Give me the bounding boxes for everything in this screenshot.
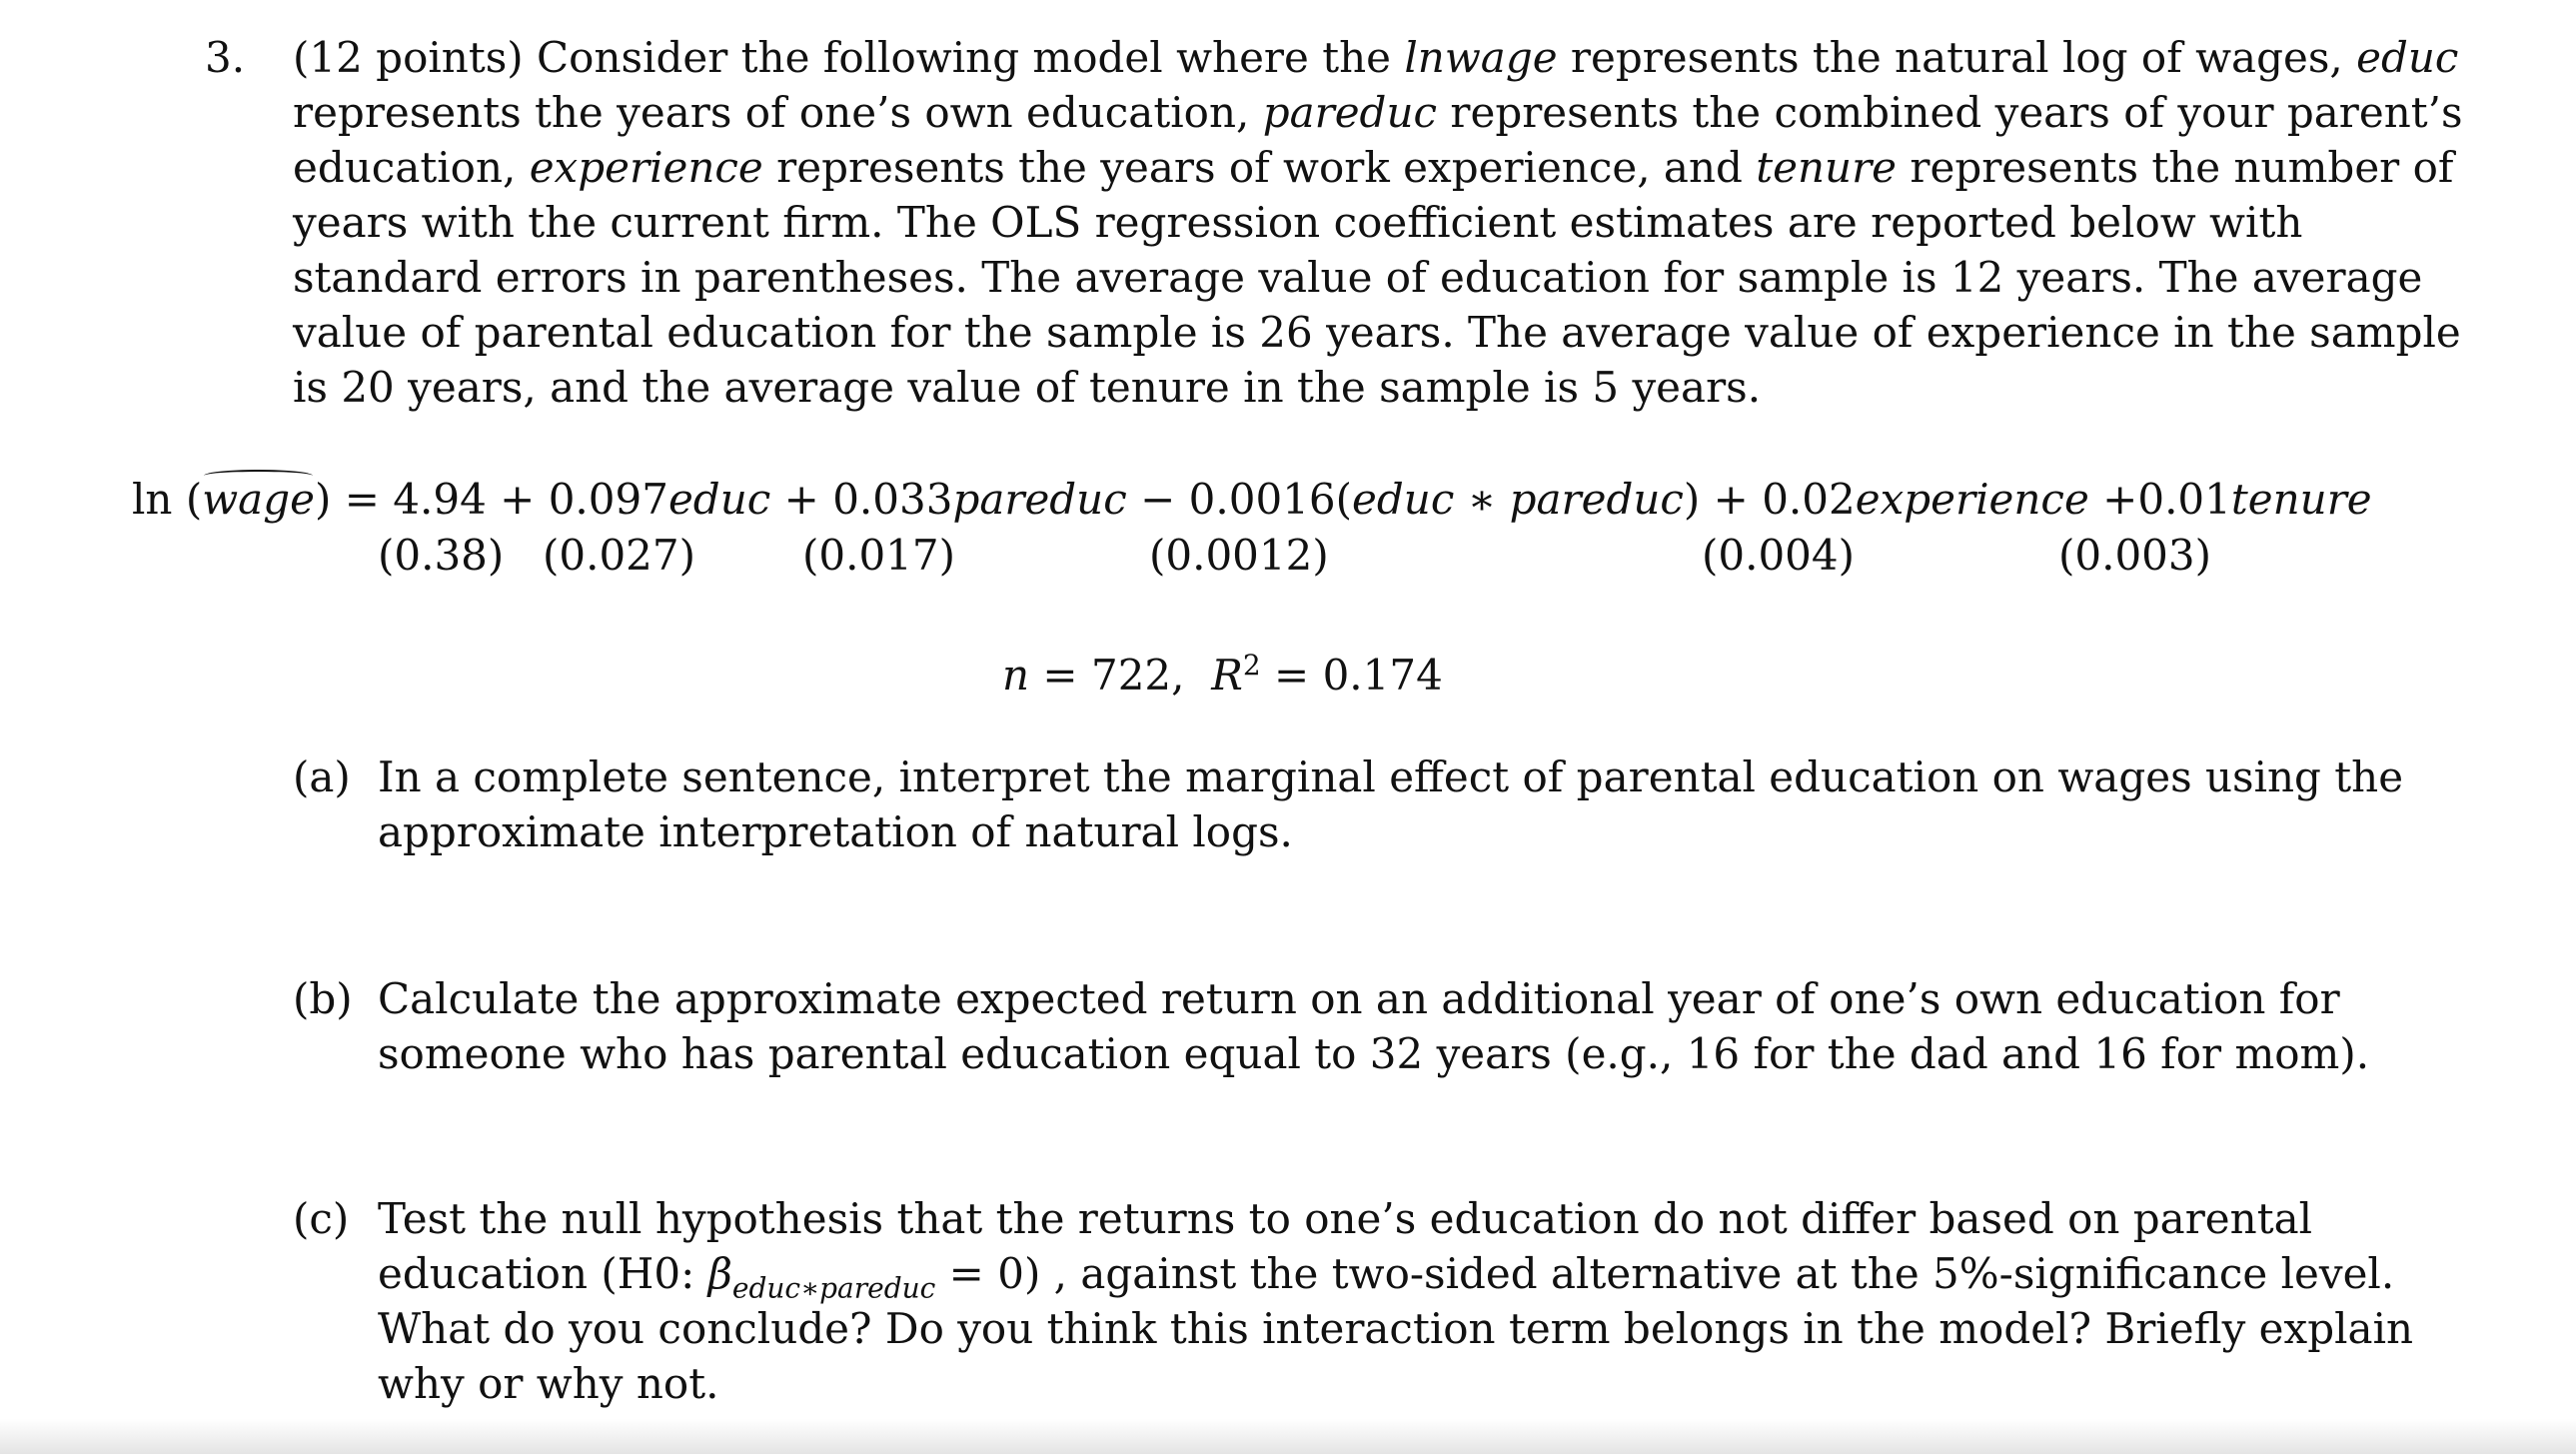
se-pareduc: (0.017): [802, 531, 956, 580]
intro-line-5: standard errors in parentheses. The average value of education for sample is 12 years. The average: [293, 253, 2423, 302]
intro-line-3: education, experience represents the years of work experience, and tenure represents the number of: [293, 143, 2454, 192]
wage-hat: wage: [202, 472, 315, 527]
question-intro: [293, 30, 2463, 415]
regression-equation: ln (wage) = 4.94 + 0.097educ + 0.033pareduc − 0.0016(educ ∗ pareduc) + 0.02experience +0.01tenure: [132, 472, 2372, 527]
intro-line-7: is 20 years, and the average value of tenure in the sample is 5 years.: [293, 363, 1762, 412]
bottom-shadow: [0, 1419, 2576, 1454]
part-b-text: Calculate the approximate expected return on an additional year of one’s own education for someone who has parental education equal to 32 years (e.g., 16 for the dad and 16 for mom).: [378, 974, 2370, 1078]
part-a-label: (a): [293, 752, 351, 801]
part-a-text: In a complete sentence, interpret the marginal effect of parental education on wages using the approximate interpretation of natural logs.: [378, 752, 2404, 856]
intro-line-1: (12 points) Consider the following model where the lnwage represents the natural log of wages, educ: [293, 33, 2459, 82]
part-b-label: (b): [293, 974, 353, 1023]
regression-stats: n = 722, $R^2 = 0.174$: [1002, 649, 1443, 700]
intro-line-6: value of parental education for the sample is 26 years. The average value of experience in the sample: [293, 308, 2461, 357]
intro-line-4: years with the current firm. The OLS regression coefficient estimates are reported below with: [293, 198, 2303, 247]
se-intercept: (0.38): [378, 531, 505, 580]
se-experience: (0.004): [1702, 531, 1856, 580]
question-number: 3.: [205, 33, 246, 82]
se-interaction: (0.0012): [1149, 531, 1329, 580]
part-c-text: Test the null hypothesis that the returns to one’s education do not differ based on parental education (H0: $\beta_{educ∗pareduc} = 0$) , against the two-sided alternative at the 5%-significance level. What do you conclude? Do you think this interaction term belongs in the model? Briefly explain why or why not.: [378, 1194, 2414, 1408]
se-tenure: (0.003): [2058, 531, 2212, 580]
intro-line-2: represents the years of one’s own education, pareduc represents the combined years of your parent’s: [293, 88, 2463, 137]
se-educ: (0.027): [543, 531, 696, 580]
part-c-label: (c): [293, 1194, 350, 1243]
